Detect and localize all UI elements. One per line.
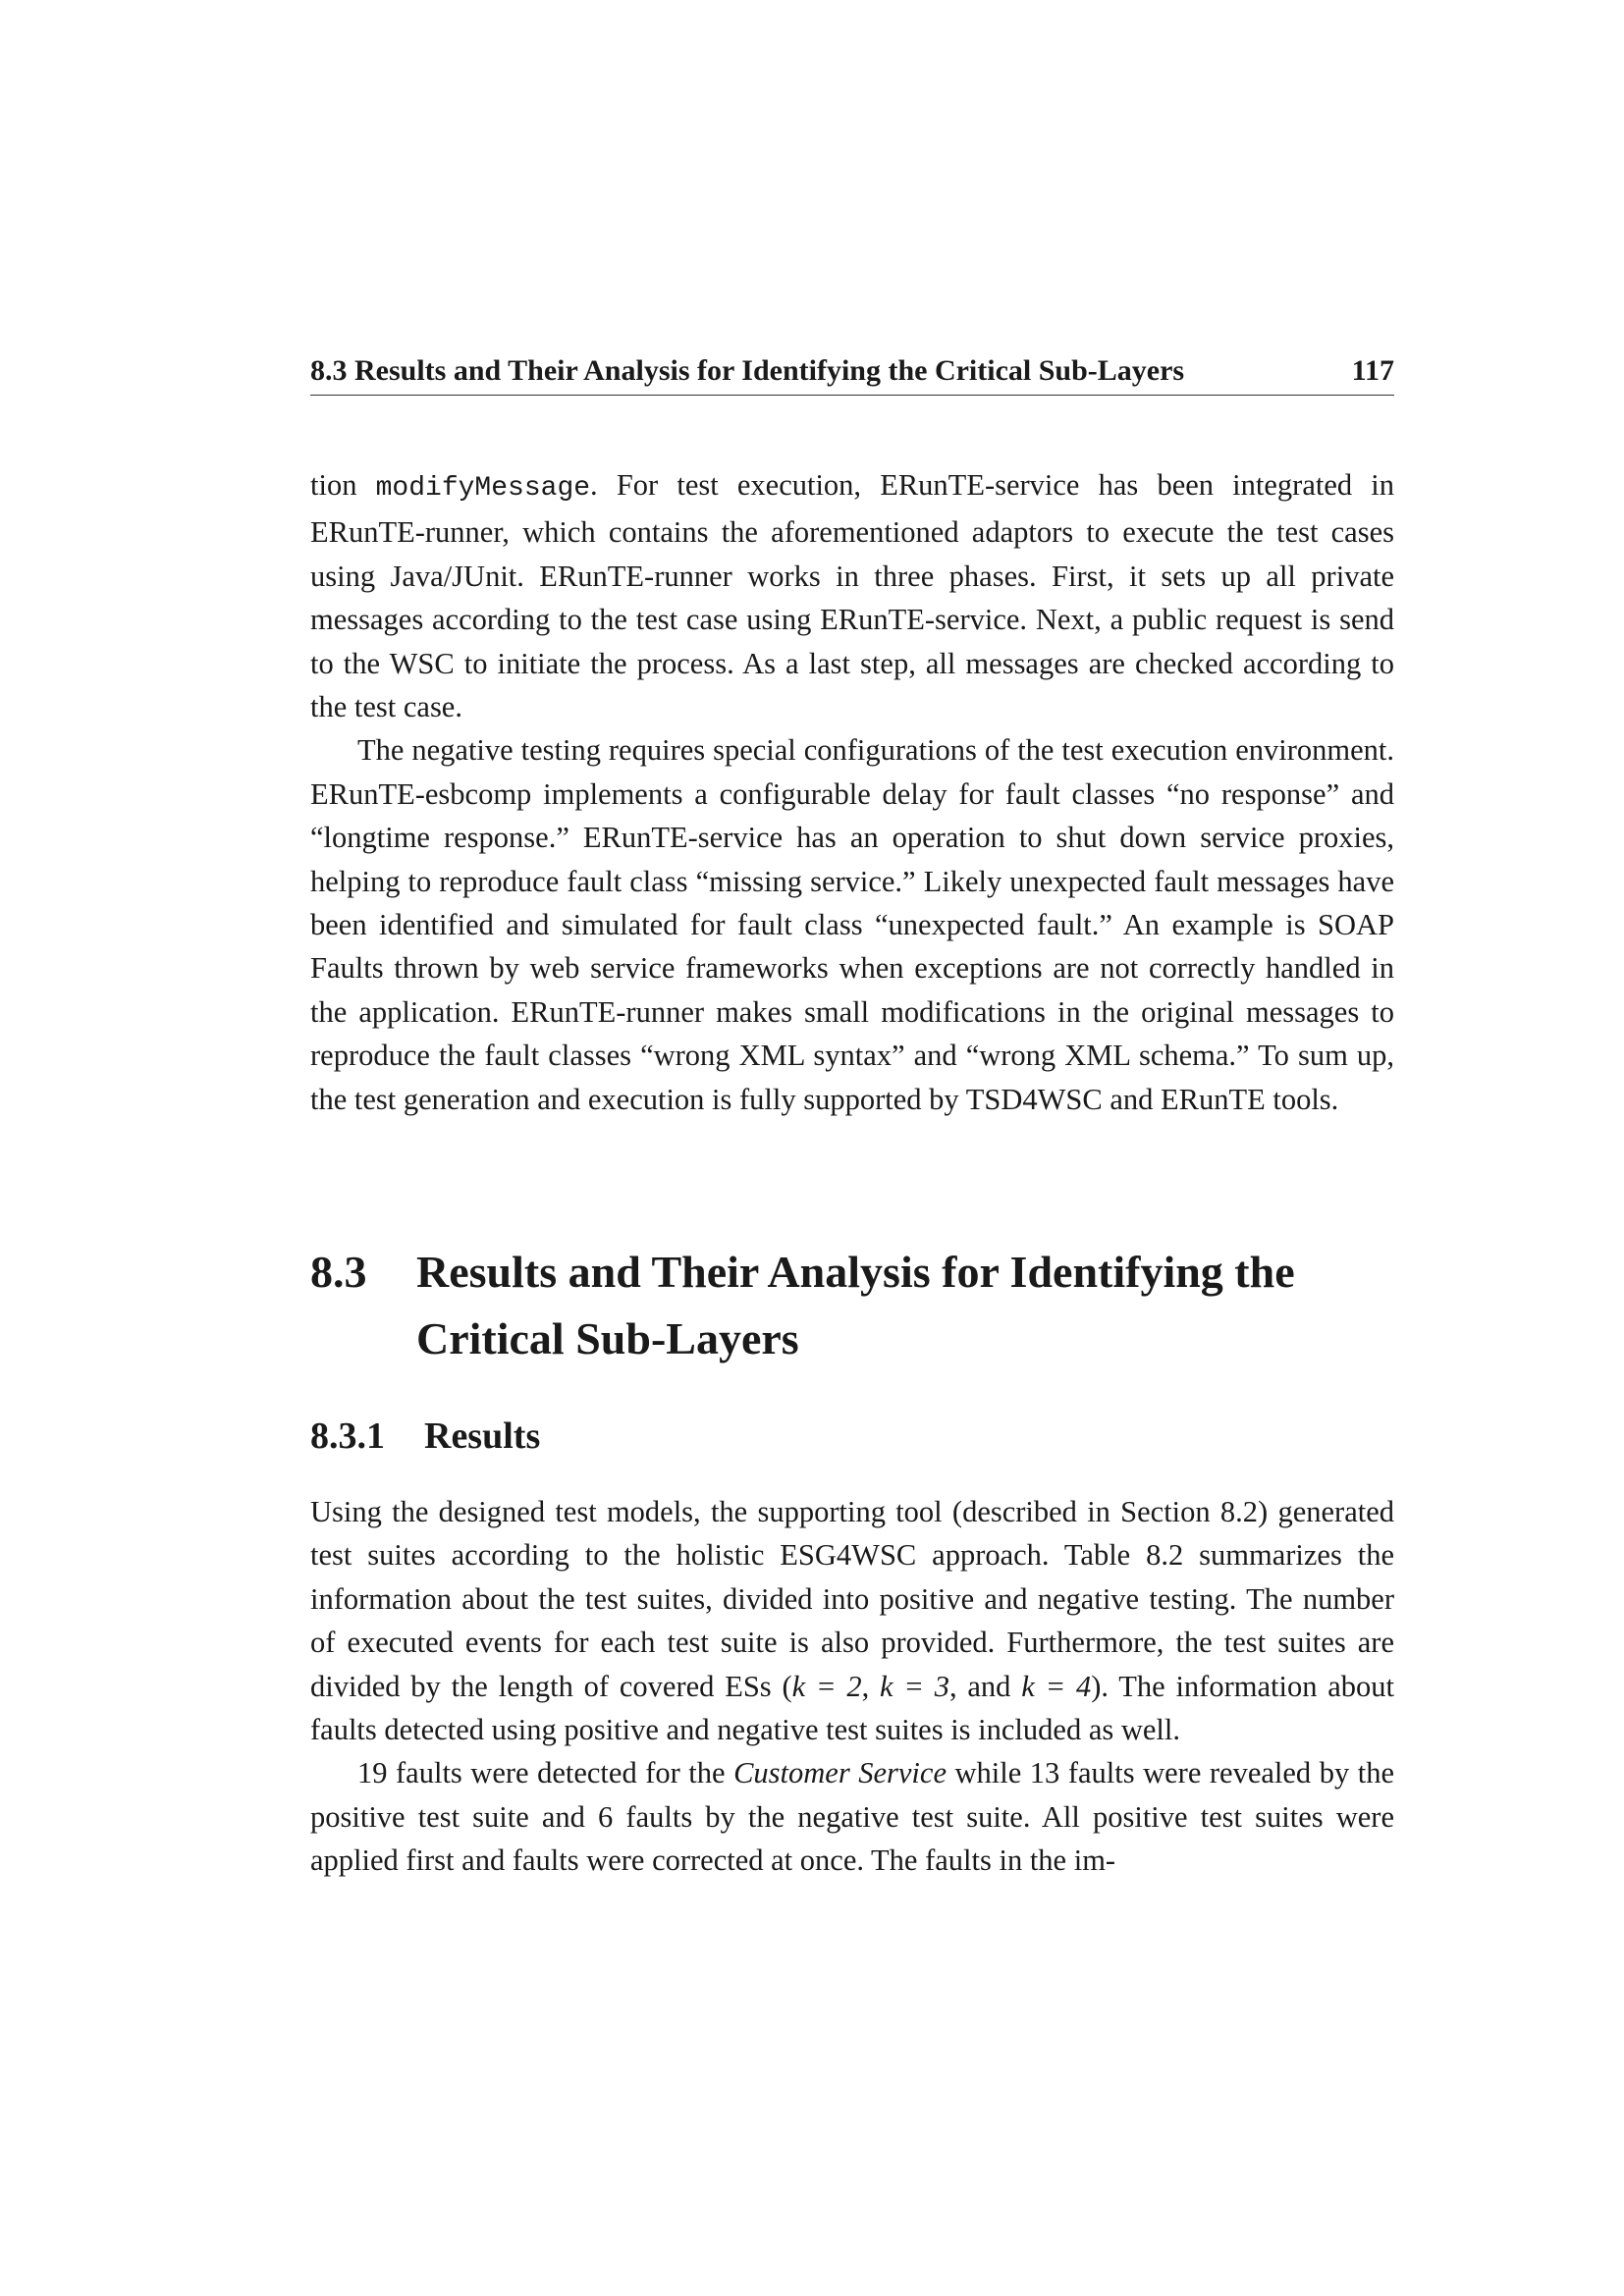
text-separator: , and: [948, 1669, 1022, 1703]
subsection-number: 8.3.1: [310, 1415, 385, 1457]
math-k3: k = 3: [880, 1669, 949, 1703]
text-segment: while 13 faults were revealed by the positive test suite and 6 faults by the negative test suite. All positive test suites were applied first and faults were corrected at once. The faults in the im-: [310, 1756, 1394, 1878]
code-modifyMessage: modifyMessage: [375, 473, 591, 504]
subsection-title: Results: [424, 1415, 541, 1457]
section-title: Results and Their Analysis for Identifying the Critical Sub-Layers: [416, 1247, 1295, 1363]
body-text-results: [310, 1490, 1394, 1883]
emphasis-customer-service: Customer Service: [733, 1756, 947, 1790]
text-segment: Using the designed test models, the supporting tool (described in Section 8.2) generated test suites according to the holistic ESG4WSC approach. Table 8.2 summarizes the information about the test suites, divided into positive and negative testing. The number of executed events for each test suite is also provided. Furthermore, the test suites are divided by the length of covered ESs (: [310, 1495, 1394, 1703]
subsection-heading: [310, 1412, 540, 1461]
paragraph-continuation: [310, 463, 1394, 728]
running-header: [310, 347, 1394, 396]
math-k2: k = 2: [791, 1669, 862, 1703]
paragraph-faults: [310, 1751, 1394, 1882]
text-segment: 19 faults were detected for the: [357, 1756, 734, 1790]
body-text-top: [310, 463, 1394, 1121]
paragraph-negative-testing: The negative testing requires special configurations of the test execution environment. ERunTE-esbcomp implements a configurable delay for fault classes “no response” and “longtime response.” ERunTE-service has an operation to shut down service proxies, helping to reproduce fault class “missing service.” Likely unexpected fault messages have been identified and simulated for fault class “unexpected fault.” An example is SOAP Faults thrown by web service frameworks when exceptions are not correctly handled in the application. ERunTE-runner makes small modifications in the original messages to reproduce the fault classes “wrong XML syntax” and “wrong XML schema.” To sum up, the test generation and execution is fully supported by TSD4WSC and ERunTE tools.: [310, 733, 1394, 1116]
paragraph-test-suites: [310, 1490, 1394, 1751]
paragraph-rest: . For test execution, ERunTE-service has been integrated in ERunTE-runner, which contains the aforementioned adaptors to execute the test cases using Java/JUnit. ERunTE-runner works in three phases. First, it sets up all private messages according to the test case using ERunTE-service. Next, a public request is send to the WSC to initiate the process. As a last step, all messages are checked according to the test case.: [310, 468, 1394, 724]
section-number: 8.3: [310, 1247, 367, 1297]
text-separator: ,: [861, 1669, 880, 1703]
running-header-title: 8.3 Results and Their Analysis for Identifying the Critical Sub-Layers: [310, 354, 1185, 387]
math-k4: k = 4: [1021, 1669, 1092, 1703]
paragraph-lead: tion: [310, 468, 376, 502]
page-number: 117: [1351, 354, 1394, 387]
text-segment: ). The information about faults detected using positive and negative test suites is included as well.: [310, 1669, 1394, 1747]
